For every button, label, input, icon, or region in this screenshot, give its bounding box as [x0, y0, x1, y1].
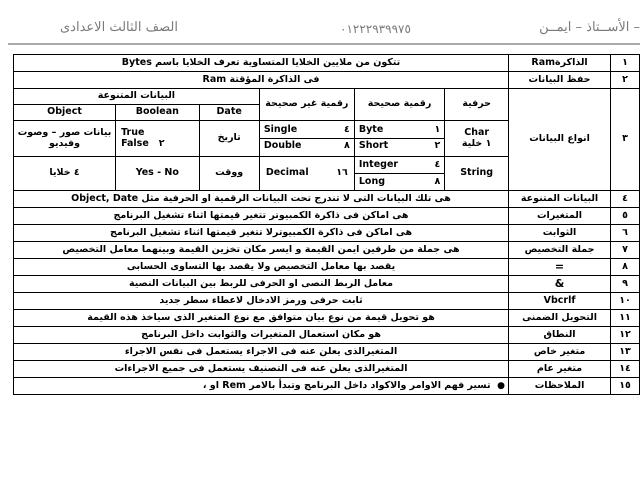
- char-head: حرفية: [445, 89, 509, 121]
- table-row: Date Boolean Object: [14, 105, 640, 121]
- table-row: ١١ التحويل الضمنى هو تحويل قيمة من نوع بيان متوافق مع نوع المتغير الذى سياخذ هذه القيمة: [14, 310, 640, 327]
- table-row: ٨ = يقصد بها معامل التخصيص ولا يقصد بها التساوى الحسابى: [14, 259, 640, 276]
- table-row: ٧ جملة التخصيص هى جملة من طرفين ايمن القيمة و ايسر مكان تخزين القيمة وبينهما معامل التخصيص: [14, 242, 640, 259]
- int-types: Byte ١ Short ٢: [354, 121, 444, 157]
- bool-cell: True False ٢: [116, 121, 199, 157]
- table-row: ٣ انواع البيانات حرفية رقمية صحيحة رقمية غير صحيحة البيانات المتنوعة: [14, 89, 640, 105]
- header-rule: [8, 43, 640, 45]
- table-row: ٤ البيانات المتنوعة هى تلك البيانات التى لا تندرج تحت البيانات الرقمية او الحرفية مثل Object, Date: [14, 191, 640, 208]
- table-row: String Integer ٤ Decimal ١٦ ووقت Yes - No ٤ خلايا: [14, 157, 640, 174]
- table-row: ٥ المتغيرات هى اماكن فى ذاكرة الكمبيوتر تتغير قيمتها اثناء تشغيل البرنامج: [14, 208, 640, 225]
- int-head: رقمية صحيحة: [354, 89, 444, 121]
- page-header: [0, 0, 640, 44]
- teacher-name: الأســتاذ – ايمــن –: [539, 20, 640, 35]
- table-row: ٦ الثوابت هى اماكن فى ذاكرة الكمبيوترلا تتغير قيمتها اثناء تشغيل البرنامج: [14, 225, 640, 242]
- table-row: ١ الذاكرةRam تتكون من ملايين الخلايا المتساوية تعرف الخلايا باسم Bytes: [14, 55, 640, 72]
- table-row: Char ١ خلية Byte ١ Short ٢ Single ٤ Double ٨ تاريخ True False ٢ بيانات صور – وصوت وفيديو: [14, 121, 640, 157]
- table-row: ١٣ متغير خاص المتغيرالذى يعلن عنه فى الاجراء يستعمل فى نفس الاجراء: [14, 344, 640, 361]
- phone-number: ٠١٢٢٢٩٣٩٩٧٥: [340, 22, 411, 36]
- table-row: ١٤ متغير عام المتغيرالذى يعلن عنه فى التصنيف يستعمل فى جميع الاجراءات: [14, 361, 640, 378]
- table-row: ١٥ الملاحظات ● تسير فهم الاوامر والاكواد داخل البرنامج وتبدأ بالامر Rem او ،: [14, 378, 640, 395]
- char-cell: Char ١ خلية: [445, 121, 509, 157]
- table-row: ٩ & معامل الربط النصى او الحرفى للربط بين البيانات النصية: [14, 276, 640, 293]
- nonint-head: رقمية غير صحيحة: [259, 89, 354, 121]
- nonint-types: Single ٤ Double ٨: [259, 121, 354, 157]
- table-row: ١٠ Vbcrlf ثابت حرفى ورمز الادخال لاعطاء سطر جديد: [14, 293, 640, 310]
- table-row: ٢ حفظ البيانات فى الذاكرة المؤقتة Ram: [14, 72, 640, 89]
- summary-table: [13, 54, 640, 395]
- table-row: ١٢ النطاق هو مكان استعمال المتغيرات والثوابت داخل البرنامج: [14, 327, 640, 344]
- grade-label: الصف الثالث الاعدادى: [60, 20, 178, 35]
- bullet-icon: ●: [497, 380, 506, 391]
- various-head: البيانات المتنوعة: [14, 89, 260, 105]
- table-row: Long ٨: [14, 174, 640, 191]
